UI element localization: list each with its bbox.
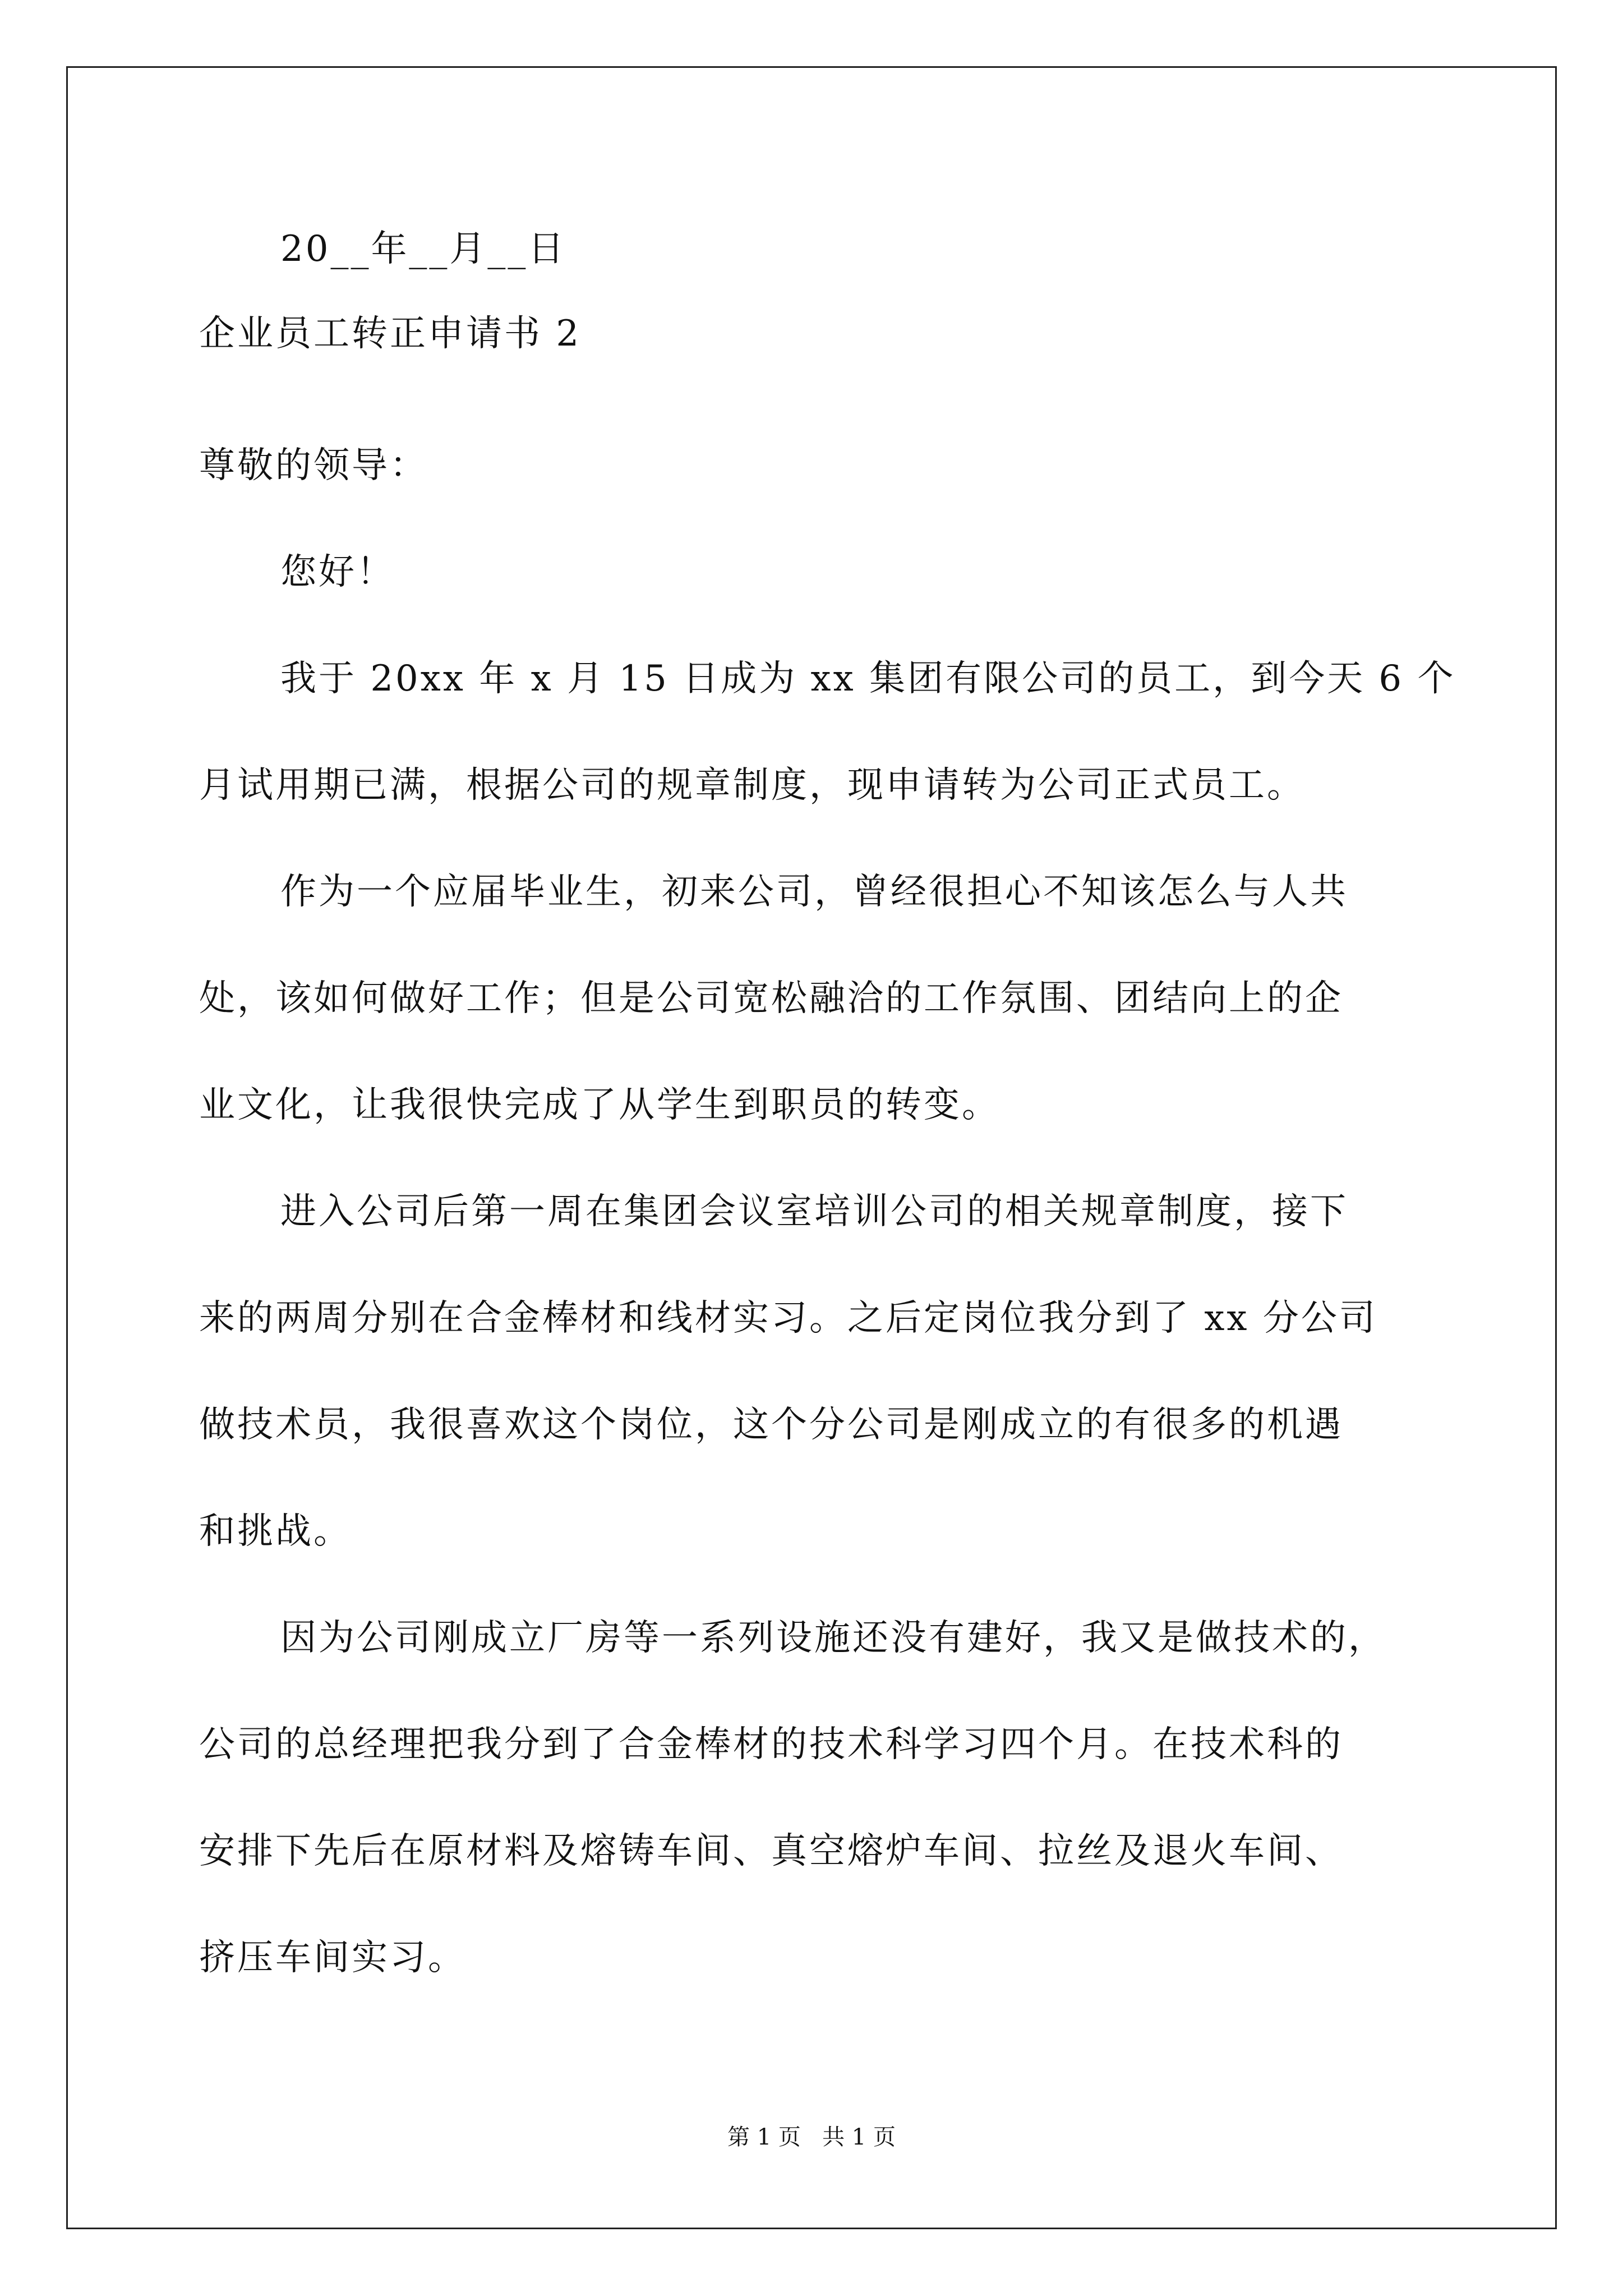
body-line: 月试用期已满，根据公司的规章制度，现申请转为公司正式员工。 xyxy=(199,765,1305,806)
page-footer: 第 1 页 共 1 页 xyxy=(727,2124,896,2150)
body-line: 安排下先后在原材料及熔铸车间、真空熔炉车间、拉丝及退火车间、 xyxy=(199,1830,1343,1872)
body-line: 公司的总经理把我分到了合金棒材的技术科学习四个月。在技术科的 xyxy=(199,1724,1343,1765)
body-line: 我于 20xx 年 x 月 15 日成为 xx 集团有限公司的员工，到今天 6 个 xyxy=(280,658,1456,700)
body-line: 处，该如何做好工作；但是公司宽松融洽的工作氛围、团结向上的企 xyxy=(199,978,1343,1019)
body-line: 来的两周分别在合金棒材和线材实习。之后定岗位我分到了 xx 分公司 xyxy=(199,1297,1377,1339)
date-line: 20__年__月__日 xyxy=(280,228,566,270)
body-line: 业文化，让我很快完成了从学生到职员的转变。 xyxy=(199,1084,1000,1126)
body-line: 做技术员，我很喜欢这个岗位，这个分公司是刚成立的有很多的机遇 xyxy=(199,1404,1343,1446)
document-title: 企业员工转正申请书 2 xyxy=(199,313,582,355)
body-line: 作为一个应届毕业生，初来公司，曾经很担心不知该怎么与人共 xyxy=(280,871,1348,913)
salutation: 尊敬的领导： xyxy=(199,445,428,486)
greeting: 您好！ xyxy=(280,551,395,593)
body-line: 进入公司后第一周在集团会议室培训公司的相关规章制度，接下 xyxy=(280,1191,1348,1232)
body-line: 和挑战。 xyxy=(199,1511,352,1552)
page-border xyxy=(66,66,1557,2229)
body-line: 因为公司刚成立厂房等一系列设施还没有建好，我又是做技术的， xyxy=(280,1617,1386,1659)
body-line: 挤压车间实习。 xyxy=(199,1937,466,1978)
